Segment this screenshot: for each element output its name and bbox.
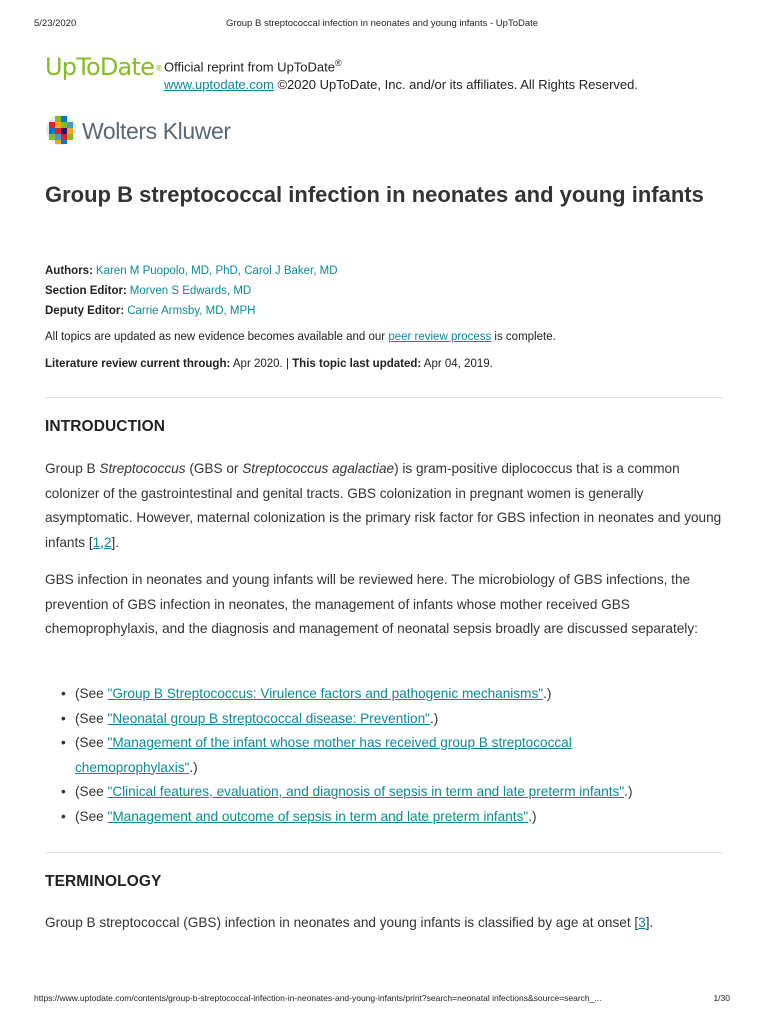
divider	[45, 397, 723, 398]
see-link-chemoprophylaxis[interactable]: "Management of the infant whose mother has received group B streptococcal chemoprophylaxis"	[75, 735, 572, 775]
authors-label: Authors:	[45, 265, 93, 277]
article-title: Group B streptococcal infection in neonates and young infants	[45, 182, 704, 207]
divider	[45, 852, 723, 853]
wolters-kluwer-wordmark: Wolters Kluwer	[82, 118, 231, 144]
reference-link-1[interactable]: 1	[92, 534, 101, 550]
section-editor-label: Section Editor:	[45, 285, 127, 297]
last-updated-label: This topic last updated:	[292, 358, 422, 370]
bullet-icon: •	[61, 784, 66, 799]
uptodate-site-link[interactable]: www.uptodate.com	[164, 77, 274, 93]
deputy-editor-row	[45, 301, 338, 321]
deputy-editor-label: Deputy Editor:	[45, 305, 125, 317]
reprint-line: Official reprint from UpToDate	[164, 59, 335, 75]
reprint-registered-mark: ®	[335, 58, 342, 68]
separator: |	[285, 358, 289, 370]
see-link-virulence[interactable]: "Group B Streptococcus: Virulence factors and pathogenic mechanisms"	[107, 686, 544, 701]
terminology-heading: TERMINOLOGY	[45, 873, 162, 890]
copyright-text: ©2020 UpToDate, Inc. and/or its affiliates. All Rights Reserved.	[277, 77, 638, 93]
list-item: • (See "Neonatal group B streptococcal disease: Prevention".)	[45, 707, 695, 732]
see-also-list	[45, 682, 695, 829]
peer-review-link[interactable]: peer review process	[388, 331, 492, 343]
deputy-editor-value[interactable]: Carrie Armsby, MD, MPH	[127, 305, 256, 317]
bullet-icon: •	[61, 735, 66, 750]
wolters-kluwer-mark-icon	[45, 114, 77, 146]
introduction-heading: INTRODUCTION	[45, 418, 166, 435]
authors-row	[45, 261, 338, 281]
lit-review-label: Literature review current through:	[45, 358, 231, 370]
terminology-paragraph-1: Group B streptococcal (GBS) infection in neonates and young infants is classified by age at onset [3].	[45, 915, 654, 930]
print-date: 5/23/2020	[34, 18, 77, 29]
uptodate-registered-mark: ®	[155, 64, 163, 73]
authors-value[interactable]: Karen M Puopolo, MD, PhD, Carol J Baker, MD	[95, 265, 338, 277]
last-updated-value: Apr 04, 2019.	[423, 358, 493, 370]
see-link-sepsis-diagnosis[interactable]: "Clinical features, evaluation, and diagnosis of sepsis in term and late preterm infants"	[107, 784, 625, 799]
see-link-prevention[interactable]: "Neonatal group B streptococcal disease: Prevention"	[107, 710, 430, 726]
list-item: • (See "Management and outcome of sepsis in term and late preterm infants".)	[45, 805, 695, 830]
print-url: https://www.uptodate.com/contents/group-b-streptococcal-infection-in-neonates-and-young-infants/print?search=neonatal infections&source=search_...	[34, 993, 602, 1003]
introduction-paragraph-1: Group B Streptococcus (GBS or Streptococcus agalactiae) is gram-positive diplococcus that is a common colonizer of the gastrointestinal and genital tracts. GBS colonization in pregnant women is generally asymptomatic. However, maternal colonization is the primary risk factor for GBS infection in neonates and young infants [1,2].	[45, 461, 722, 550]
print-header	[34, 18, 730, 32]
uptodate-logo-text: UpToDate	[45, 53, 155, 81]
reference-link-3[interactable]: 3	[638, 915, 646, 930]
reference-link-2[interactable]: 2	[103, 534, 112, 550]
page-number: 1/30	[713, 993, 730, 1003]
list-item: • (See "Management of the infant whose mother has received group B streptococcal chemoprophylaxis".)	[45, 731, 695, 780]
section-editor-value[interactable]: Morven S Edwards, MD	[129, 285, 252, 297]
lit-review-value: Apr 2020.	[232, 358, 283, 370]
article-contributors	[45, 261, 338, 321]
bullet-icon: •	[61, 808, 66, 824]
see-link-sepsis-management[interactable]: "Management and outcome of sepsis in term and late preterm infants"	[107, 808, 529, 824]
update-note: All topics are updated as new evidence becomes available and our peer review process is complete.	[45, 331, 556, 343]
section-editor-row	[45, 281, 338, 301]
list-item: • (See "Group B Streptococcus: Virulence factors and pathogenic mechanisms".)	[45, 682, 695, 707]
print-footer	[34, 993, 730, 1007]
reprint-notice	[164, 54, 638, 94]
list-item: • (See "Clinical features, evaluation, and diagnosis of sepsis in term and late preterm infants".)	[45, 780, 695, 805]
literature-review-status	[45, 355, 725, 373]
introduction-paragraph-2: GBS infection in neonates and young infants will be reviewed here. The microbiology of GBS infections, the prevention of GBS infection in neonates, the management of infants whose mother received GBS chemoprophylaxis, and the diagnosis and management of neonatal sepsis broadly are discussed separately:	[45, 572, 698, 636]
bullet-icon: •	[61, 710, 66, 726]
print-title: Group B streptococcal infection in neonates and young infants - UpToDate	[225, 18, 539, 29]
bullet-icon: •	[61, 686, 66, 701]
